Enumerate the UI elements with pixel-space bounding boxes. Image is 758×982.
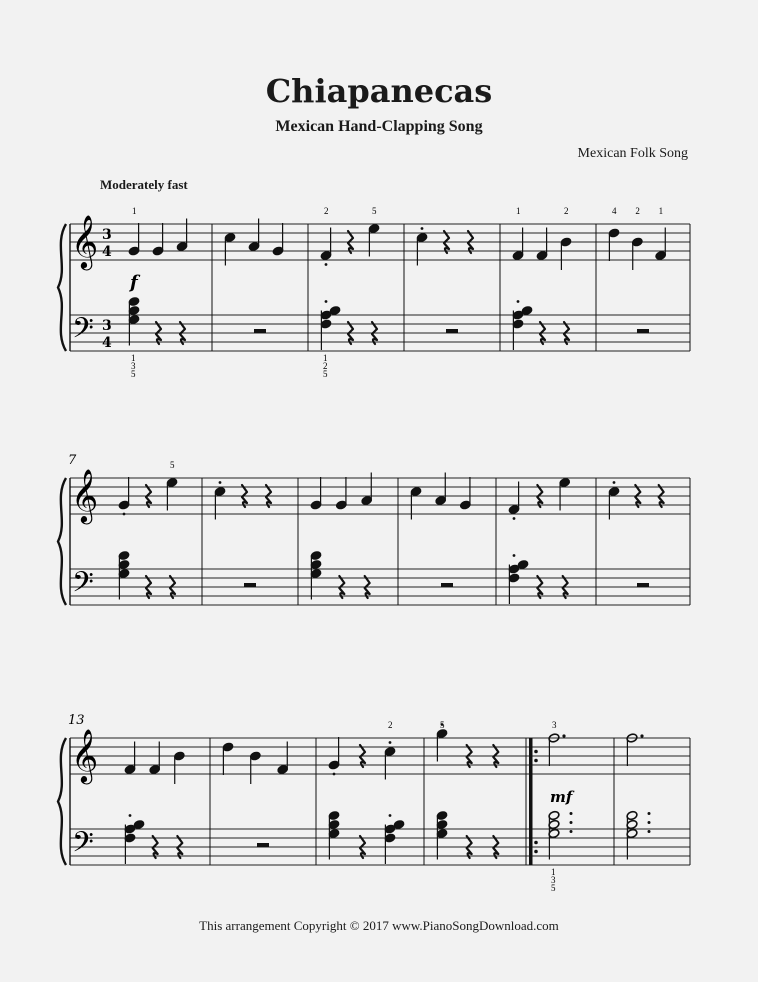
dynamic-marking: f	[130, 272, 138, 293]
half-rest	[637, 583, 649, 587]
fingering-number: 1	[658, 206, 664, 216]
time-signature-bottom: 4	[102, 335, 112, 351]
repeat-dot	[534, 841, 538, 845]
note	[410, 486, 422, 519]
note	[173, 751, 185, 784]
note	[277, 742, 289, 775]
measure	[146, 478, 202, 605]
staccato-dot	[123, 513, 126, 516]
note	[435, 473, 447, 506]
measure	[467, 738, 533, 865]
bass-fingering-number: 1	[131, 353, 136, 363]
chord	[548, 810, 572, 859]
chord	[626, 810, 650, 859]
note	[249, 751, 261, 784]
fingering-number: 2	[388, 720, 393, 730]
augmentation-dot	[640, 734, 643, 737]
treble-clef-icon: 𝄞	[71, 468, 99, 522]
treble-clef-icon: 𝄞	[71, 728, 99, 782]
note	[166, 477, 178, 510]
repeat-dot	[534, 759, 538, 763]
staccato-dot	[325, 300, 328, 303]
staccato-dot	[517, 300, 520, 303]
note	[310, 477, 322, 510]
chord	[310, 550, 322, 599]
staccato-dot	[421, 227, 424, 230]
note	[152, 223, 164, 256]
fingering-number: 1	[132, 206, 137, 216]
chord	[436, 810, 448, 859]
bass-fingering-number: 5	[323, 369, 328, 379]
fingering-number: 2	[635, 206, 640, 216]
note	[128, 223, 140, 256]
thick-barline	[529, 738, 533, 865]
song-subtitle: Mexican Hand-Clapping Song	[275, 118, 483, 135]
half-rest	[446, 329, 458, 333]
augmentation-dot	[570, 821, 573, 824]
note	[459, 477, 471, 510]
bass-clef-icon: 𝄢	[72, 312, 94, 352]
note	[559, 477, 571, 510]
staccato-dot	[333, 773, 336, 776]
measure	[444, 224, 500, 351]
measure	[257, 738, 316, 865]
measure	[537, 478, 596, 605]
measure	[637, 224, 690, 351]
augmentation-dot	[570, 830, 573, 833]
note	[608, 228, 620, 261]
note	[631, 237, 643, 270]
note	[335, 477, 347, 510]
measure-number: 7	[68, 453, 77, 468]
augmentation-dot	[570, 812, 573, 815]
bass-clef-icon: 𝄢	[72, 566, 94, 606]
chord	[128, 296, 140, 345]
fingering-number: 5	[440, 720, 445, 730]
staccato-dot	[389, 814, 392, 817]
note	[222, 742, 234, 775]
note	[536, 228, 548, 261]
measure	[441, 478, 496, 605]
note	[176, 219, 188, 252]
note	[224, 232, 236, 265]
chord	[512, 300, 533, 350]
chord	[384, 814, 405, 864]
staccato-dot	[513, 517, 516, 520]
bass-fingering-number: 5	[551, 883, 556, 893]
staccato-dot	[325, 263, 328, 266]
half-rest	[254, 329, 266, 333]
note	[560, 237, 572, 270]
half-rest	[637, 329, 649, 333]
measure	[534, 738, 614, 865]
half-rest	[441, 583, 453, 587]
fingering-number: 2	[564, 206, 569, 216]
fingering-number: 2	[324, 206, 329, 216]
augmentation-dot	[648, 830, 651, 833]
staccato-dot	[389, 741, 392, 744]
chord	[320, 300, 341, 350]
measure	[242, 478, 298, 605]
note	[655, 228, 667, 261]
chord	[118, 550, 130, 599]
fingering-number: 3	[552, 720, 557, 730]
bass-staff	[70, 829, 690, 865]
chord	[328, 810, 340, 859]
fingering-number: 1	[516, 206, 521, 216]
bass-fingering-number: 1	[551, 867, 556, 877]
bass-clef-icon: 𝄢	[72, 826, 94, 866]
repeat-dot	[534, 750, 538, 754]
augmentation-dot	[562, 734, 565, 737]
fingering-number: 4	[612, 206, 617, 216]
note	[368, 223, 380, 256]
note	[248, 219, 260, 252]
bass-fingering-number: 1	[323, 353, 328, 363]
bass-staff	[70, 569, 690, 605]
note	[272, 223, 284, 256]
copyright-notice: This arrangement Copyright © 2017 www.PianoSongDownload.com	[199, 918, 559, 933]
measure-number: 13	[68, 713, 85, 728]
song-title: Chiapanecas	[265, 72, 493, 110]
note	[361, 473, 373, 506]
time-signature-bottom: 4	[102, 244, 112, 260]
augmentation-dot	[648, 812, 651, 815]
staccato-dot	[219, 481, 222, 484]
treble-staff	[70, 738, 690, 774]
bass-fingering-number: 5	[131, 369, 136, 379]
grand-staff-brace	[58, 478, 66, 605]
time-signature-top: 3	[102, 318, 112, 334]
staccato-dot	[513, 554, 516, 557]
fingering-number: 5	[372, 206, 377, 216]
fingering-number: 5	[170, 460, 175, 470]
tempo-marking: Moderately fast	[100, 177, 188, 192]
treble-staff	[70, 478, 690, 514]
time-signature-top: 3	[102, 227, 112, 243]
chord	[124, 814, 145, 864]
repeat-dot	[534, 850, 538, 854]
bass-staff	[70, 315, 690, 351]
half-rest	[257, 843, 269, 847]
measure	[254, 224, 308, 351]
staccato-dot	[129, 814, 132, 817]
note	[124, 742, 136, 775]
measure	[348, 224, 404, 351]
measure	[360, 738, 424, 865]
bass-fingering-number: 3	[131, 361, 136, 371]
augmentation-dot	[648, 821, 651, 824]
grand-staff-brace	[58, 224, 66, 351]
bass-fingering-number: 3	[551, 875, 556, 885]
note	[149, 742, 161, 775]
measure	[635, 478, 690, 605]
dynamic-marking: mf	[550, 788, 573, 806]
note	[512, 228, 524, 261]
half-rest	[244, 583, 256, 587]
grand-staff-brace	[58, 738, 66, 865]
chord	[508, 554, 529, 604]
composer-credit: Mexican Folk Song	[577, 146, 688, 161]
staccato-dot	[613, 481, 616, 484]
treble-clef-icon: 𝄞	[71, 214, 99, 268]
bass-fingering-number: 2	[323, 361, 328, 371]
